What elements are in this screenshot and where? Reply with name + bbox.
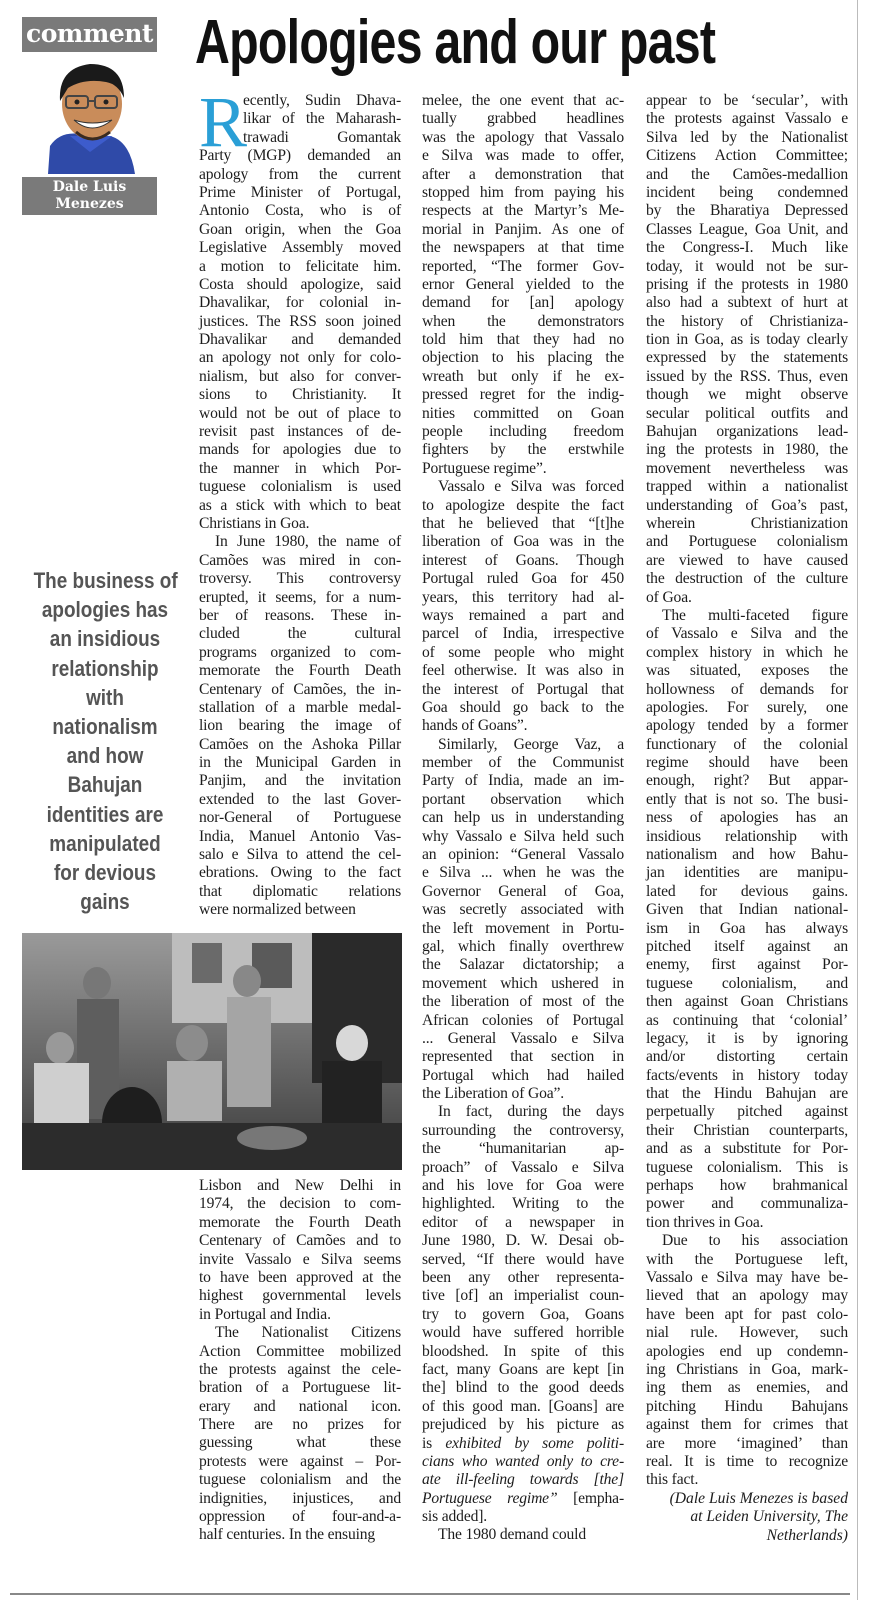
- text-line: the “humanitarian ap-: [422, 1140, 624, 1158]
- text-line: guessing what these: [199, 1434, 401, 1452]
- text-line: with the Portuguese left,: [646, 1250, 848, 1268]
- text-line: ness of apologies has an: [646, 809, 848, 827]
- text-line: cluded the cultural: [199, 625, 401, 643]
- text-line: ing Christians in Goa, mark-: [646, 1360, 848, 1378]
- text-line: June 1980, D. W. Desai ob-: [422, 1232, 624, 1250]
- text-line: against them for crimes that: [646, 1416, 848, 1434]
- text-line: stallation of a marble medal-: [199, 698, 401, 716]
- text-line: sis added].: [422, 1508, 488, 1526]
- text-line: pitching Hindu Bahujans: [646, 1397, 848, 1415]
- text-line: have been apt for past colo-: [646, 1305, 848, 1323]
- text-line: half centuries. In the ensuing: [199, 1526, 376, 1544]
- text-line: this fact.: [646, 1471, 699, 1489]
- text-line: Antonio Costa, who is of: [199, 202, 401, 220]
- text-line: a motion to felicitate him.: [199, 257, 401, 275]
- text-line: ... General Vassalo e Silva: [422, 1029, 624, 1047]
- text-line: the Liberation of Goa”.: [422, 1085, 565, 1103]
- text-line: nial rule. However, such: [646, 1324, 848, 1342]
- text-line: apology from the current: [199, 165, 401, 183]
- text-line: [422, 1435, 624, 1453]
- text-line: apologies. For surely, one: [646, 698, 848, 716]
- text-line: also had a subtext of hurt at: [646, 294, 848, 312]
- text-line: salo e Silva to attend the cel-: [199, 846, 401, 864]
- text-line: issued by the RSS. Thus, even: [646, 367, 848, 385]
- text-line: wreath but only if he ex-: [422, 367, 624, 385]
- text-line: portant observation which: [422, 790, 624, 808]
- text-line: real. It is time to recognize: [646, 1452, 848, 1470]
- column-divider: [857, 0, 858, 1600]
- text-line: Legislative Assembly moved: [199, 239, 401, 257]
- text-line: hands of Goans”.: [422, 717, 528, 735]
- text-line: the left movement in Portu-: [422, 919, 624, 937]
- text-line: the destruction of the culture: [646, 570, 848, 588]
- text-line: nities committed on Goan: [422, 404, 624, 422]
- headline: Apologies and our past: [195, 8, 716, 77]
- text-line: apology tended by a former: [646, 717, 848, 735]
- text-line: the Salazar dictatorship; a: [422, 956, 624, 974]
- text-line: prejudiced by his picture as: [422, 1416, 624, 1434]
- text-line: India, Manuel Antonio Vas-: [199, 827, 401, 845]
- text-line: proach” of Vassalo e Silva: [422, 1158, 624, 1176]
- text-line: was the apology that Vassalo: [422, 128, 624, 146]
- text-line: lated for devious gains.: [646, 882, 848, 900]
- text-line: and Portuguese colonialism: [646, 533, 848, 551]
- text-line: though we might observe: [646, 386, 848, 404]
- text-line: and as a substitute for Por-: [646, 1140, 848, 1158]
- emphasized-text: exhibited by some politi-: [445, 1434, 624, 1452]
- pull-quote-line: The business of: [33, 568, 178, 593]
- text-line: hollowness of demands for: [646, 680, 848, 698]
- text-line: liberation of Goa was in the: [422, 533, 624, 551]
- text-line: Costa should apologize, said: [199, 275, 401, 293]
- text-line: bloodshed. In spite of this: [422, 1342, 624, 1360]
- text-line: of Vassalo e Silva and the: [646, 625, 848, 643]
- text-line: demand for [an] apology: [422, 294, 624, 312]
- text-line: highest governmental levels: [199, 1287, 401, 1305]
- text-line: bration of a Portuguese lit-: [199, 1379, 401, 1397]
- author-note-line: at Leiden University, The: [690, 1508, 848, 1526]
- text-line: nialism, but also for conver-: [199, 367, 401, 385]
- text-line: stopped him from paying his: [422, 183, 624, 201]
- text-line: after a demonstration that: [422, 165, 624, 183]
- text-line: ber of reasons. These in-: [199, 606, 401, 624]
- text-line: the newspapers at that time: [422, 239, 624, 257]
- text-line: and/or distorting certain: [646, 1048, 848, 1066]
- text-line: melee, the one event that ac-: [422, 92, 624, 109]
- text-line: of some people who might: [422, 643, 624, 661]
- text-line: pitched itself against an: [646, 937, 848, 955]
- text-line: nor-General of Portuguese: [199, 809, 401, 827]
- pull-quote-line: an insidious: [49, 626, 161, 652]
- text-line: Bahujan organizations lead-: [646, 423, 848, 441]
- text-line: Vassalo e Silva was forced: [438, 478, 624, 496]
- text-line: Party (MGP) demanded an: [199, 147, 401, 165]
- article-column-3: [646, 92, 848, 1545]
- text-line: prising if the protests in 1980: [646, 275, 848, 293]
- pull-quote-line: for devious: [54, 860, 156, 886]
- text-line: functionary of the colonial: [646, 735, 848, 753]
- text-line: the history of Christianiza-: [646, 312, 848, 330]
- text-line: and the Camões-medallion: [646, 165, 848, 183]
- text-line: memorate the Fourth Death: [199, 662, 401, 680]
- text-line: revisit past instances of de-: [199, 423, 401, 441]
- text-line: to apologize despite the fact: [422, 496, 624, 514]
- pull-quote-line: Bahujan: [67, 772, 143, 798]
- text-line: ism in Goa has always: [646, 919, 848, 937]
- text-line: [422, 1453, 624, 1471]
- text-line: understanding of Goa’s past,: [646, 496, 848, 514]
- text-line: enough, right? But appar-: [646, 772, 848, 790]
- text-line: regime should have been: [646, 754, 848, 772]
- article-column-1-bottom: [199, 1177, 401, 1545]
- pull-quote-line: and how: [66, 743, 144, 769]
- text-line: Given that Indian national-: [646, 901, 848, 919]
- paragraph: [199, 1324, 401, 1545]
- text-line: protests were against – Por-: [199, 1452, 401, 1470]
- text-line: Centenary of Camões and to: [199, 1232, 401, 1250]
- text-line: are viewed to have caused: [646, 551, 848, 569]
- text-line: tuguese colonialism is used: [199, 478, 401, 496]
- text-line: the Congress-I. Much like: [646, 239, 848, 257]
- text-line: trapped within a nationalist: [646, 478, 848, 496]
- text-line: erary and national icon.: [199, 1397, 401, 1415]
- text-line: why Vassalo e Silva held such: [422, 827, 624, 845]
- text-line: their Christian counterparts,: [646, 1121, 848, 1139]
- text-line: when the demonstrators: [422, 312, 624, 330]
- text-line: justices. The RSS soon joined: [199, 312, 401, 330]
- text-line: apologies end up condemn-: [646, 1342, 848, 1360]
- text-line: incident being condemned: [646, 183, 848, 201]
- paragraph: [646, 1232, 848, 1489]
- text-line: Dhavalikar and demanded: [199, 331, 401, 349]
- text-line: Camões on the Ashoka Pillar: [199, 735, 401, 753]
- author-last-name: Menezes: [55, 196, 124, 212]
- text-line: can help us in understanding: [422, 809, 624, 827]
- text-line: likar of the Maharash-: [243, 110, 401, 128]
- text-line: tion in Goa, as is today clearly: [646, 331, 848, 349]
- text-line: been any other representa-: [422, 1269, 624, 1286]
- text-line: the liberation of most of the: [422, 993, 624, 1011]
- emphasized-text: Portuguese regime”: [422, 1489, 558, 1507]
- text-line: e Silva was made to offer,: [422, 147, 624, 165]
- text-line: today, it would not be sur-: [646, 257, 848, 275]
- text-line: to have been approved at the: [199, 1268, 401, 1286]
- text-line: Camões was mired in con-: [199, 551, 401, 569]
- text-line: enemy, first against Por-: [646, 956, 848, 974]
- text-line: tuguese colonialism, and: [646, 974, 848, 992]
- text-line: appear to be ‘secular’, with: [646, 92, 848, 109]
- pull-quote-line: apologies has: [41, 597, 169, 623]
- text-line: then against Goan Christians: [646, 993, 848, 1011]
- text-line: lion bearing the image of: [199, 717, 401, 735]
- text-line: perhaps how brahmanical: [646, 1177, 848, 1195]
- text-line: troversy. This controversy: [199, 570, 401, 588]
- text-line: was secretly associated with: [422, 901, 624, 919]
- text-line: ernor General yielded to the: [422, 275, 624, 293]
- text-line: in the Municipal Garden in: [199, 754, 401, 772]
- text-line: movement which ushered in: [422, 974, 624, 992]
- text-line: that the Hindu Bahujan are: [646, 1085, 848, 1103]
- text-line: extended to the last Gover-: [199, 790, 401, 808]
- text-line: Portuguese regime”.: [422, 459, 547, 477]
- text-line: invite Vassalo e Silva seems: [199, 1250, 401, 1268]
- text-line: Governor General of Goa,: [422, 882, 624, 900]
- pull-quote-line: gains: [80, 889, 130, 915]
- text-line: The 1980 demand could: [438, 1526, 586, 1544]
- text-line: Goa should go back to the: [422, 698, 624, 716]
- text-line: Citizens Action Committee;: [646, 147, 848, 165]
- text-line: tuguese colonialism. This is: [646, 1158, 848, 1176]
- text-line: legacy, it is by ignoring: [646, 1029, 848, 1047]
- text-line: an apology not only for colo-: [199, 349, 401, 367]
- text-line: respects at the Martyr’s Me-: [422, 202, 624, 220]
- text-line: Party of India, made an im-: [422, 772, 624, 790]
- text-line: represented that section in: [422, 1048, 624, 1066]
- paragraph: [199, 533, 401, 919]
- text-line: told him that they had no: [422, 331, 624, 349]
- text-line: expressed by the statements: [646, 349, 848, 367]
- pull-quote: [22, 566, 188, 916]
- text-line: member of the Communist: [422, 754, 624, 772]
- pull-quote-line: with: [86, 684, 124, 710]
- text-line: sions to Christianity. It: [199, 386, 401, 404]
- text-line: secular political outfits and: [646, 404, 848, 422]
- text-line: Christians in Goa.: [199, 514, 310, 532]
- text-line: fighters by the erstwhile: [422, 441, 624, 459]
- bottom-rule: [10, 1593, 850, 1595]
- text-line: In fact, during the days: [438, 1103, 624, 1121]
- author-note: [646, 1490, 848, 1545]
- text-line: In June 1980, the name of: [215, 533, 401, 551]
- section-label: comment: [22, 17, 157, 52]
- text-line: fact, many Goans are kept [in: [422, 1360, 624, 1378]
- text-line: There are no prizes for: [199, 1416, 401, 1434]
- text-line: years, this territory had al-: [422, 588, 624, 606]
- text-line: e Silva ... when he was the: [422, 864, 624, 882]
- text-line: The multi-faceted figure: [662, 606, 848, 624]
- text-line: Similarly, George Vaz, a: [438, 735, 624, 753]
- text-line: tuguese colonialism and the: [199, 1471, 401, 1489]
- pull-quote-line: identities are: [46, 801, 164, 827]
- text-line: were normalized between: [199, 901, 356, 919]
- text-line: by the Bharatiya Depressed: [646, 202, 848, 220]
- author-byline: [22, 177, 157, 215]
- text-line: ently that is not so. The busi-: [646, 790, 848, 808]
- text-line: Due to his association: [662, 1232, 848, 1250]
- text-line: Silva led by the Nationalist: [646, 128, 848, 146]
- text-line: people including freedom: [422, 423, 624, 441]
- text-line: editor of a newspaper in: [422, 1213, 624, 1231]
- text-line: highlighted. Writing to the: [422, 1195, 624, 1213]
- paragraph: [422, 92, 624, 478]
- text-line: ebrations. Owing to the fact: [199, 864, 401, 882]
- text-line: lieved that an apology may: [646, 1287, 848, 1305]
- text-line: in Portugal and India.: [199, 1305, 331, 1323]
- text-line: the interest of Portugal that: [422, 680, 624, 698]
- text-line: oppression of four-and-a-: [199, 1508, 401, 1526]
- paragraph: [422, 1526, 624, 1544]
- paragraph: [199, 1177, 401, 1324]
- text-line: parcel of India, irrespective: [422, 625, 624, 643]
- text-line: trawadi Gomantak: [243, 128, 401, 146]
- emphasized-text: cians who wanted only to cre-: [422, 1452, 624, 1470]
- text-line: and his love for Goa were: [422, 1177, 624, 1195]
- text-line: an opinion: “General Vassalo: [422, 846, 624, 864]
- emphasized-text: ate ill-feeling towards [the]: [422, 1471, 624, 1489]
- text-line: mands for apologies due to: [199, 441, 401, 459]
- paragraph: [646, 607, 848, 1232]
- text-line: of this good man. [Goans] are: [422, 1397, 624, 1415]
- text-line: that diplomatic relations: [199, 882, 401, 900]
- pull-quote-line: relationship: [51, 655, 159, 681]
- text-line: pressed regret for the indig-: [422, 386, 624, 404]
- text-line: memorate the Fourth Death: [199, 1213, 401, 1231]
- text-line: interest of Goans. Though: [422, 551, 624, 569]
- text-line: erupted, it seems, for a num-: [199, 588, 401, 606]
- paragraph: [646, 92, 848, 607]
- text-span: is: [422, 1434, 446, 1452]
- article-column-2: [422, 92, 624, 1545]
- text-line: would have suffered horrible: [422, 1324, 624, 1342]
- text-line: reported, “The former Gov-: [422, 257, 624, 275]
- paragraph: [422, 736, 624, 1104]
- text-line: are more ‘imagined’ than: [646, 1434, 848, 1452]
- text-line: was situated, exposes the: [646, 662, 848, 680]
- text-span: [empha-: [557, 1489, 624, 1507]
- text-line: nationalism and how Bahu-: [646, 846, 848, 864]
- paragraph: [422, 478, 624, 735]
- text-line: Action Committee mobilized: [199, 1342, 401, 1360]
- text-line: movement nevertheless was: [646, 459, 848, 477]
- text-line: ing the protests in 1980, the: [646, 441, 848, 459]
- text-line: [422, 1490, 624, 1508]
- text-line: Lisbon and New Delhi in: [199, 1177, 401, 1194]
- text-line: of Goa.: [646, 588, 692, 606]
- text-line: ecently, Sudin Dhava-: [243, 92, 401, 109]
- text-line: tion thrives in Goa.: [646, 1213, 764, 1231]
- text-line: gal, which finally overthrew: [422, 937, 624, 955]
- text-line: Vassalo e Silva may have be-: [646, 1269, 848, 1286]
- text-line: the protests against the cele-: [199, 1360, 401, 1378]
- text-line: jan identities are manipu-: [646, 864, 848, 882]
- text-line: Dhavalikar, for colonial in-: [199, 294, 401, 312]
- text-line: facts/events in history today: [646, 1066, 848, 1084]
- text-line: the protests against Vassalo e: [646, 110, 848, 128]
- text-line: complex history in which he: [646, 643, 848, 661]
- text-line: perpetually pitched against: [646, 1103, 848, 1121]
- text-line: Classes League, Goa Unit, and: [646, 220, 848, 238]
- pull-quote-line: nationalism: [52, 714, 158, 740]
- text-line: insidious relationship with: [646, 827, 848, 845]
- text-line: African colonies of Portugal: [422, 1011, 624, 1029]
- text-line: Panjim, and the invitation: [199, 772, 401, 790]
- text-line: would not be out of place to: [199, 404, 401, 422]
- text-line: served, “If there would have: [422, 1250, 624, 1268]
- author-note-line: Netherlands): [766, 1526, 848, 1544]
- author-note-line: (Dale Luis Menezes is based: [669, 1489, 848, 1507]
- text-line: objection to his placing the: [422, 349, 624, 367]
- text-line: feel otherwise. It was also in: [422, 662, 624, 680]
- text-line: ways remained a part and: [422, 606, 624, 624]
- paragraph: [422, 1103, 624, 1526]
- text-line: indignities, injustices, and: [199, 1489, 401, 1507]
- text-line: as continuing that ‘colonial’: [646, 1011, 848, 1029]
- text-line: the manner in which Por-: [199, 459, 401, 477]
- text-line: tive [of] an imperialist coun-: [422, 1287, 624, 1305]
- archival-photo: [22, 933, 402, 1170]
- article-column-1-top: [199, 82, 401, 920]
- author-first-name: Dale Luis: [52, 179, 127, 195]
- text-line: tually grabbed headlines: [422, 110, 624, 128]
- text-line: wherein Christianization: [646, 514, 848, 532]
- drop-cap: R: [199, 82, 248, 162]
- text-line: ing them as enemies, and: [646, 1379, 848, 1397]
- text-line: Centenary of Camões, the in-: [199, 680, 401, 698]
- text-line: as a stick with which to beat: [199, 496, 401, 514]
- text-line: Goan origin, when the Goa: [199, 220, 401, 238]
- text-line: Portugal which had hailed: [422, 1066, 624, 1084]
- text-line: Portugal ruled Goa for 450: [422, 570, 624, 588]
- pull-quote-line: manipulated: [49, 830, 161, 856]
- text-line: [422, 1471, 624, 1489]
- text-line: The Nationalist Citizens: [215, 1324, 401, 1342]
- text-line: programs organized to com-: [199, 643, 401, 661]
- text-line: morial in Panjim. As one of: [422, 220, 624, 238]
- text-line: power and communaliza-: [646, 1195, 848, 1213]
- text-line: the] blind to the good deeds: [422, 1379, 624, 1397]
- text-line: surrounding the controversy,: [422, 1121, 624, 1139]
- text-line: Prime Minister of Portugal,: [199, 183, 401, 201]
- text-line: 1974, the decision to com-: [199, 1195, 401, 1213]
- text-line: that he believed that “[t]he: [422, 514, 624, 532]
- author-caricature: [40, 56, 140, 174]
- text-line: try to govern Goa, Goans: [422, 1305, 624, 1323]
